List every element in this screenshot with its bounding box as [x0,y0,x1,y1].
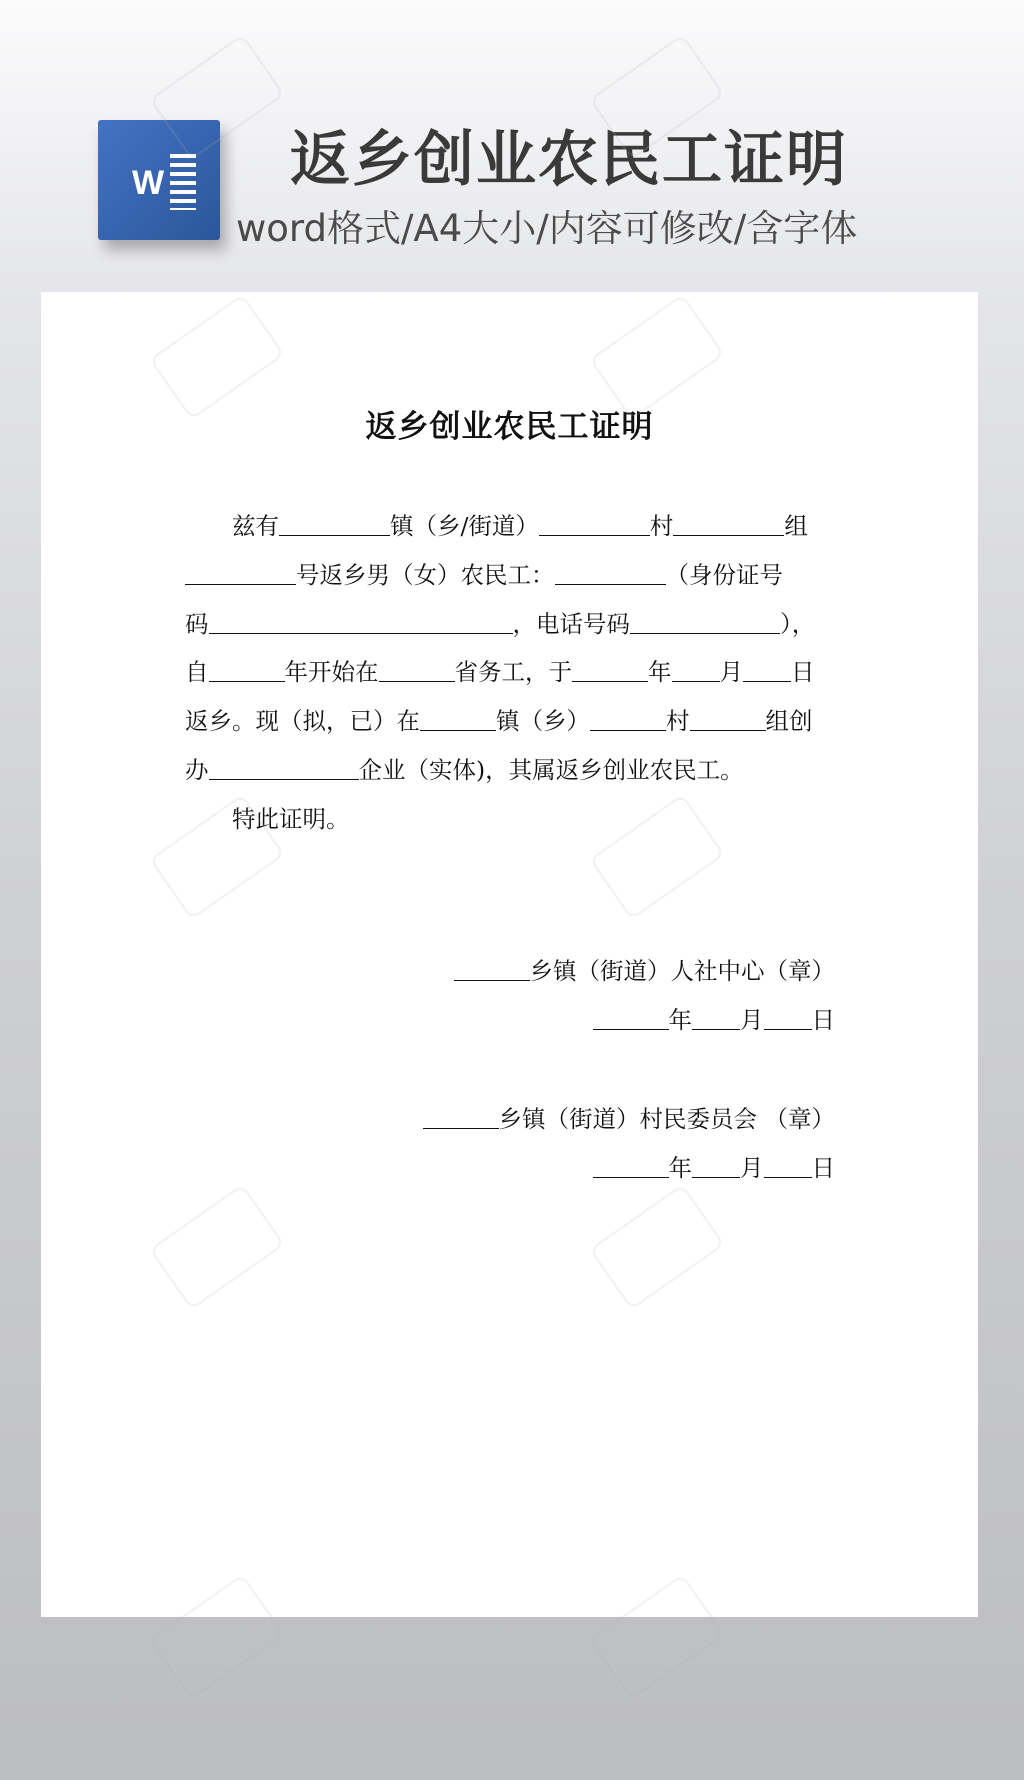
text: 码 [185,609,209,638]
blank [672,661,720,682]
signature-unit-line [423,1095,835,1144]
blank [743,661,791,682]
text: 镇（乡） [496,707,590,736]
blank [593,1009,669,1030]
text: （身份证号 [665,560,783,589]
text: ，电话号码 [512,609,630,638]
blank [555,564,666,585]
blank [379,661,455,682]
text: 返乡。现（拟，已）在 [185,707,420,736]
signature-block-2 [423,1095,835,1193]
document-lines-icon [170,154,196,210]
text: ）， [780,609,816,638]
blank [590,710,666,731]
text: 号返乡男（女）农民工： [296,560,555,589]
document-title: 返乡创业农民工证明 [365,409,654,445]
blank [279,515,390,536]
signature-date-line [423,1144,835,1193]
text: 年 [668,1006,692,1034]
blank [209,661,285,682]
text: 自 [185,658,209,687]
text: 兹有 [232,512,279,540]
text: 组 [784,512,808,540]
blank [673,515,784,536]
word-icon [98,120,220,240]
blank [185,564,296,585]
text: 月 [740,1006,764,1034]
signature-block-1 [454,947,836,1045]
body-line-4 [185,648,835,697]
text: 村 [666,707,690,736]
banner-subtitle: word格式/A4大小/内容可修改/含字体 [236,207,858,250]
text: 镇（乡/街道） [390,512,539,540]
blank [209,613,513,634]
text: 日 [791,658,815,687]
blank [454,960,530,981]
text: 省务工，于 [454,658,572,687]
text: 组创 [765,707,813,736]
text: 年开始在 [284,658,379,687]
text: 日 [811,1154,835,1182]
document-page [41,292,978,1617]
blank [764,1009,812,1030]
body-line-2 [185,551,835,600]
blank [420,710,496,731]
body-line-5 [185,697,835,746]
text: 月 [740,1154,764,1182]
blank [593,1157,669,1178]
signature-unit: 乡镇（街道）人社中心（章） [529,957,835,985]
blank [423,1108,499,1129]
text: 企业（实体)，其属返乡创业农民工。 [358,755,744,784]
blank [692,1009,740,1030]
blank [692,1157,740,1178]
signature-date-line [454,996,836,1045]
body-line-3 [185,600,835,649]
signature-unit: 乡镇（街道）村民委员会 （章） [498,1105,835,1133]
closing-line: 特此证明。 [232,804,350,833]
blank [539,515,650,536]
banner-title: 返乡创业农民工证明 [290,125,848,195]
text: 办 [185,755,209,784]
document-body [185,502,835,844]
blank [630,613,780,634]
word-icon-letter: W [132,164,165,202]
text: 年 [648,658,672,687]
signature-unit-line [454,947,836,996]
blank [690,710,766,731]
text: 年 [668,1154,692,1182]
blank [209,759,359,780]
text: 村 [649,512,674,540]
text: 月 [719,658,743,687]
blank [572,661,648,682]
body-line-6 [185,746,835,795]
text: 日 [811,1006,835,1034]
blank [764,1157,812,1178]
body-line-1 [185,502,835,551]
